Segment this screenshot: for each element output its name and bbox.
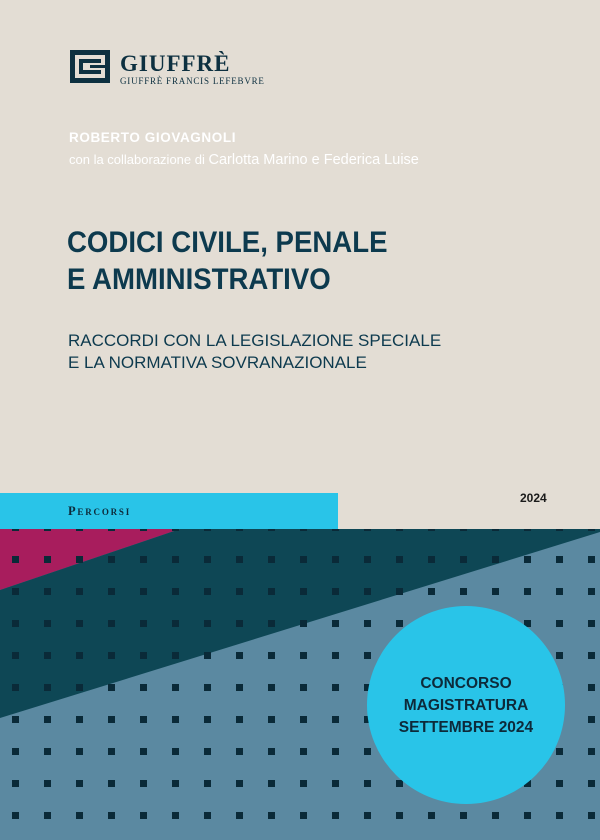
publisher-logo: [70, 50, 265, 90]
title-line: E AMMINISTRATIVO: [67, 263, 331, 296]
publisher-name: GIUFFRÈ: [120, 51, 231, 76]
publisher-logo-mark-icon: [70, 50, 110, 83]
badge-line: SETTEMBRE 2024: [398, 719, 534, 736]
collaboration-line: [69, 152, 419, 168]
badge-line: CONCORSO: [420, 675, 512, 692]
badge-line: MAGISTRATURA: [403, 697, 529, 714]
title-line: CODICI CIVILE, PENALE: [67, 226, 388, 259]
subtitle-line: RACCORDI CON LA LEGISLAZIONE SPECIALE: [68, 331, 442, 350]
author-name: ROBERTO GIOVAGNOLI: [69, 130, 237, 145]
collaboration-prefix: con la collaborazione di: [69, 152, 205, 167]
collaborator-names: Carlotta Marino e Federica Luise: [208, 152, 419, 168]
publisher-subline: GIUFFRÈ FRANCIS LEFEBVRE: [120, 76, 265, 86]
book-subtitle: [68, 330, 441, 374]
series-band: [0, 493, 338, 529]
subtitle-line: E LA NORMATIVA SOVRANAZIONALE: [68, 353, 367, 372]
series-name: Percorsi: [68, 504, 132, 518]
publication-year: 2024: [520, 491, 547, 505]
book-title: [67, 224, 388, 298]
